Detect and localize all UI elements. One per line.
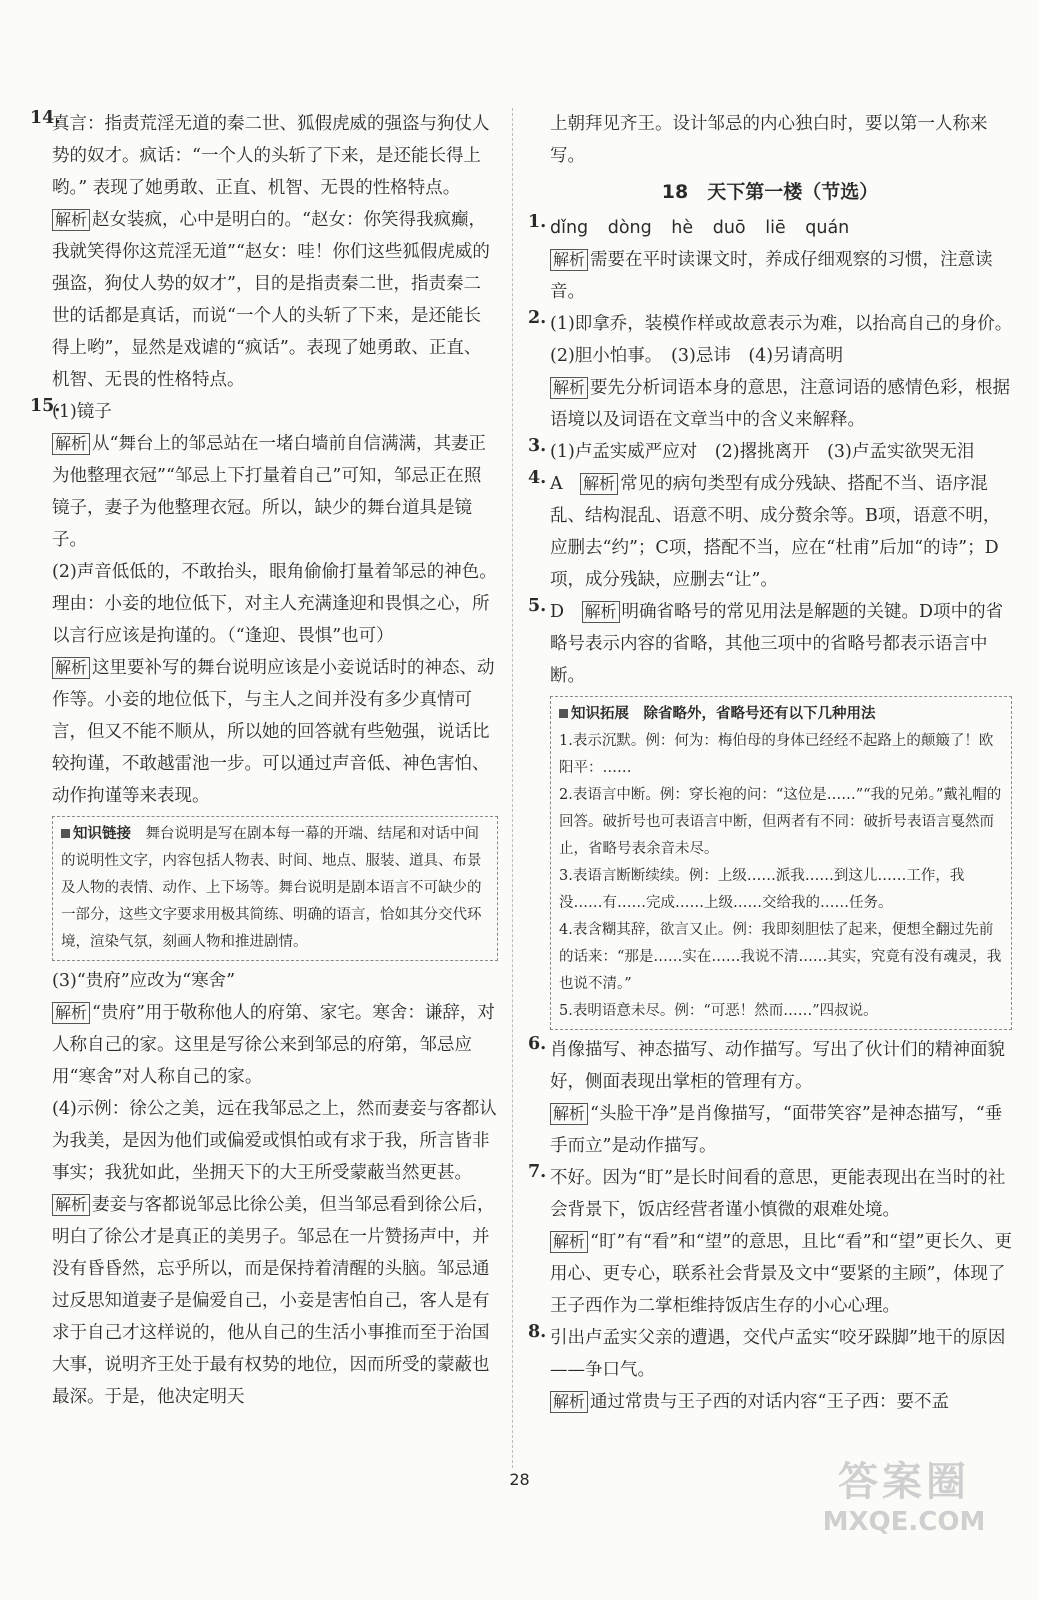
square-bullet-icon <box>61 829 70 838</box>
column-divider <box>512 108 513 1468</box>
answer-text: 不好。因为“盯”是长时间看的意思，更能表现出在当时的社会背景下，饭店经营者谨小慎微的艰难处境。 <box>550 1168 1006 1220</box>
box-item: 4.表含糊其辞，欲言又止。例：我即刻胆怯了起来，便想全翻过先前的话来：“那是……实在……我说不清……其实，究竟有没有魂灵，我也说不清。” <box>559 922 1002 992</box>
question-2 <box>528 308 1022 436</box>
analysis-tag: 解析 <box>550 377 588 399</box>
page-number: 28 <box>509 1470 530 1489</box>
question-1 <box>528 212 1012 308</box>
answer-text: 真言：指责荒淫无道的秦二世、狐假虎威的强盗与狗仗人势的奴才。疯话：“一个人的头斩了下来，是还能长得上哟。” 表现了她勇敢、正直、机智、无畏的性格特点。 <box>52 114 490 198</box>
question-6 <box>528 1034 1012 1162</box>
answer-text: (1)镜子 <box>52 402 112 422</box>
question-number: 7. <box>528 1162 547 1182</box>
analysis-tag: 解析 <box>52 209 90 231</box>
question-number: 15. <box>30 396 61 416</box>
watermark-top: 答案圈 <box>838 1459 970 1505</box>
analysis-tag: 解析 <box>550 1231 588 1253</box>
question-number: 1. <box>528 212 547 232</box>
square-bullet-icon <box>559 709 568 718</box>
box-item: 5.表明语意未尽。例：“可恶！然而……”四叔说。 <box>559 1003 878 1019</box>
analysis-tag: 解析 <box>52 433 90 455</box>
box-item: 3.表语言断断续续。例：上级……派我……到这儿……工作，我没……有……完成……上级……交给我的……任务。 <box>559 868 965 911</box>
answer-text: (1)即拿乔，装模作样或故意表示为难，以抬高自己的身价。 (2)胆小怕事。 (3)忌讳 (4)另请高明 <box>550 314 1022 366</box>
analysis-tag: 解析 <box>550 1103 588 1125</box>
analysis-tag: 解析 <box>52 1194 90 1216</box>
question-number: 6. <box>528 1034 547 1054</box>
question-7 <box>528 1162 1012 1322</box>
section-title: 18 天下第一楼（节选） <box>661 181 879 203</box>
question-4 <box>528 468 1012 596</box>
analysis-text: 常见的病句类型有成分残缺、搭配不当、语序混乱、结构混乱、语意不明、成分赘余等。B项，语意不明，应删去“约”；C项，搭配不当，应在“杜甫”后加“的诗”；D项，成分残缺，应删去“让”。 <box>550 474 1001 590</box>
analysis-text: “盯”有“看”和“望”的意思，且比“看”和“望”更长久、更用心、更专心，联系社会背景及文中“要紧的主顾”，体现了王子西作为二掌柜维持饭店生存的小心心理。 <box>550 1232 1012 1316</box>
analysis-tag: 解析 <box>52 1002 90 1024</box>
analysis-text: 要先分析词语本身的意思，注意词语的感情色彩，根据语境以及词语在文章当中的含义来解释。 <box>550 378 1011 430</box>
analysis-tag: 解析 <box>550 1391 588 1413</box>
answer-text: (4)示例：徐公之美，远在我邹忌之上，然而妻妾与客都认为我美，是因为他们或偏爱或惧怕或有求于我，所言皆非事实；我犹如此，坐拥天下的大王所受蒙蔽当然更甚。 <box>52 1099 497 1183</box>
analysis-text: 通过常贵与王子西的对话内容“王子西：要不孟 <box>590 1392 949 1412</box>
right-column <box>528 108 1022 1418</box>
analysis-text: 妻妾与客都说邹忌比徐公美，但当邹忌看到徐公后，明白了徐公才是真正的美男子。邹忌在一片赞扬声中，并没有昏昏然，忘乎所以，而是保持着清醒的头脑。邹忌通过反思知道妻子是偏爱自己，小妾是害怕自己，客人是有求于自己才这样说的，他从自己的生活小事推而至于治国大事，说明齐王处于最有权势的地位，因而所受的蒙蔽也最深。于是，他决定明天 <box>52 1195 495 1407</box>
question-15-continued <box>30 965 498 1413</box>
question-number: 14. <box>30 108 61 128</box>
question-3 <box>528 436 1012 468</box>
box-item: 1.表示沉默。例：何为：梅伯母的身体已经经不起路上的颠簸了！欧阳平：…… <box>559 733 994 776</box>
watermark-bottom: MXQE.COM <box>822 1507 986 1537</box>
analysis-text: 明确省略号的常见用法是解题的关键。D项中的省略号表示内容的省略，其他三项中的省略号都表示语言中断。 <box>550 602 1004 686</box>
analysis-tag: 解析 <box>52 657 90 679</box>
analysis-tag: 解析 <box>580 473 618 495</box>
answer-text: (1)卢孟实威严应对 (2)撂挑离开 (3)卢孟实欲哭无泪 <box>550 442 975 462</box>
analysis-text: 从“舞台上的邹忌站在一堵白墙前自信满满，其妻正为他整理衣冠”“邹忌上下打量着自己”可知，邹忌正在照镜子，妻子为他整理衣冠。所以，缺少的舞台道具是镜子。 <box>52 434 486 550</box>
answer-text: (3)“贵府”应改为“寒舍” <box>52 971 236 991</box>
box-title: 知识链接 <box>73 826 131 842</box>
question-5 <box>528 596 1012 692</box>
question-number: 2. <box>528 308 547 328</box>
pinyin-answer: dǐng dòng hè duō liē quán <box>550 218 850 238</box>
answer-text: (2)声音低低的，不敢抬头，眼角偷偷打量着邹忌的神色。 理由：小妾的地位低下，对主人充满逢迎和畏惧之心，所以言行应该是拘谨的。（“逢迎、畏惧”也可） <box>52 562 506 646</box>
analysis-tag: 解析 <box>582 601 620 623</box>
question-14 <box>30 108 498 396</box>
question-8 <box>528 1322 1012 1418</box>
answer-text: 肖像描写、神态描写、动作描写。写出了伙计们的精神面貌好，侧面表现出掌柜的管理有方。 <box>550 1040 1005 1092</box>
answer-text: 引出卢孟实父亲的遭遇，交代卢孟实“咬牙跺脚”地干的原因——争口气。 <box>550 1328 1006 1380</box>
question-number: 4. <box>528 468 547 488</box>
continued-text: 上朝拜见齐王。设计邹忌的内心独白时，要以第一人称来写。 <box>550 114 988 166</box>
question-number: 5. <box>528 596 547 616</box>
analysis-text: 需要在平时读课文时，养成仔细观察的习惯，注意读音。 <box>550 250 993 302</box>
choice-answer: D <box>550 602 565 622</box>
analysis-tag: 解析 <box>550 249 588 271</box>
analysis-text: 这里要补写的舞台说明应该是小妾说话时的神态、动作等。小妾的地位低下，与主人之间并没有多少真情可言，但又不能不顺从，所以她的回答就有些勉强，说话比较拘谨，不敢越雷池一步。可以通过声音低、神色害怕、动作拘谨等来表现。 <box>52 658 495 806</box>
watermark-logo <box>799 1450 1009 1560</box>
knowledge-link-box <box>52 816 498 961</box>
analysis-text: “贵府”用于敬称他人的府第、家宅。寒舍：谦辞，对人称自己的家。这里是写徐公来到邹忌的府第，邹忌应用“寒舍”对人称自己的家。 <box>52 1003 495 1087</box>
choice-answer: A <box>550 474 563 494</box>
analysis-text: 赵女装疯，心中是明白的。“赵女：你笑得我疯癫，我就笑得你这荒淫无道”“赵女：哇！你们这些狐假虎威的强盗，狗仗人势的奴才”，目的是指责秦二世，指责秦二世的话都是真话，而说“一个人的头斩了下来，是还能长得上哟”，显然是戏谑的“疯话”。表现了她勇敢、正直、机智、无畏的性格特点。 <box>52 210 490 390</box>
question-number: 8. <box>528 1322 547 1342</box>
question-15 <box>30 396 506 812</box>
analysis-text: “头脸干净”是肖像描写，“面带笑容”是神态描写，“垂手而立”是动作描写。 <box>550 1104 1003 1156</box>
question-number: 3. <box>528 436 547 456</box>
box-text: 舞台说明是写在剧本每一幕的开端、结尾和对话中间的说明性文字，内容包括人物表、时间、地点、服装、道具、布景及人物的表情、动作、上下场等。舞台说明是剧本语言不可缺少的一部分，这些文字要求用极其简练、明确的语言，恰如其分交代环境，渲染气氛，刻画人物和推进剧情。 <box>61 826 482 950</box>
box-title: 知识拓展 除省略外，省略号还有以下几种用法 <box>571 706 876 722</box>
knowledge-extension-box <box>550 696 1012 1030</box>
box-item: 2.表语言中断。例：穿长袍的问：“这位是……”“我的兄弟。”戴礼帽的回答。破折号也可表语言中断，但两者有不同：破折号表语言戛然而止，省略号表余音未尽。 <box>559 787 1002 857</box>
left-column <box>30 108 506 1413</box>
